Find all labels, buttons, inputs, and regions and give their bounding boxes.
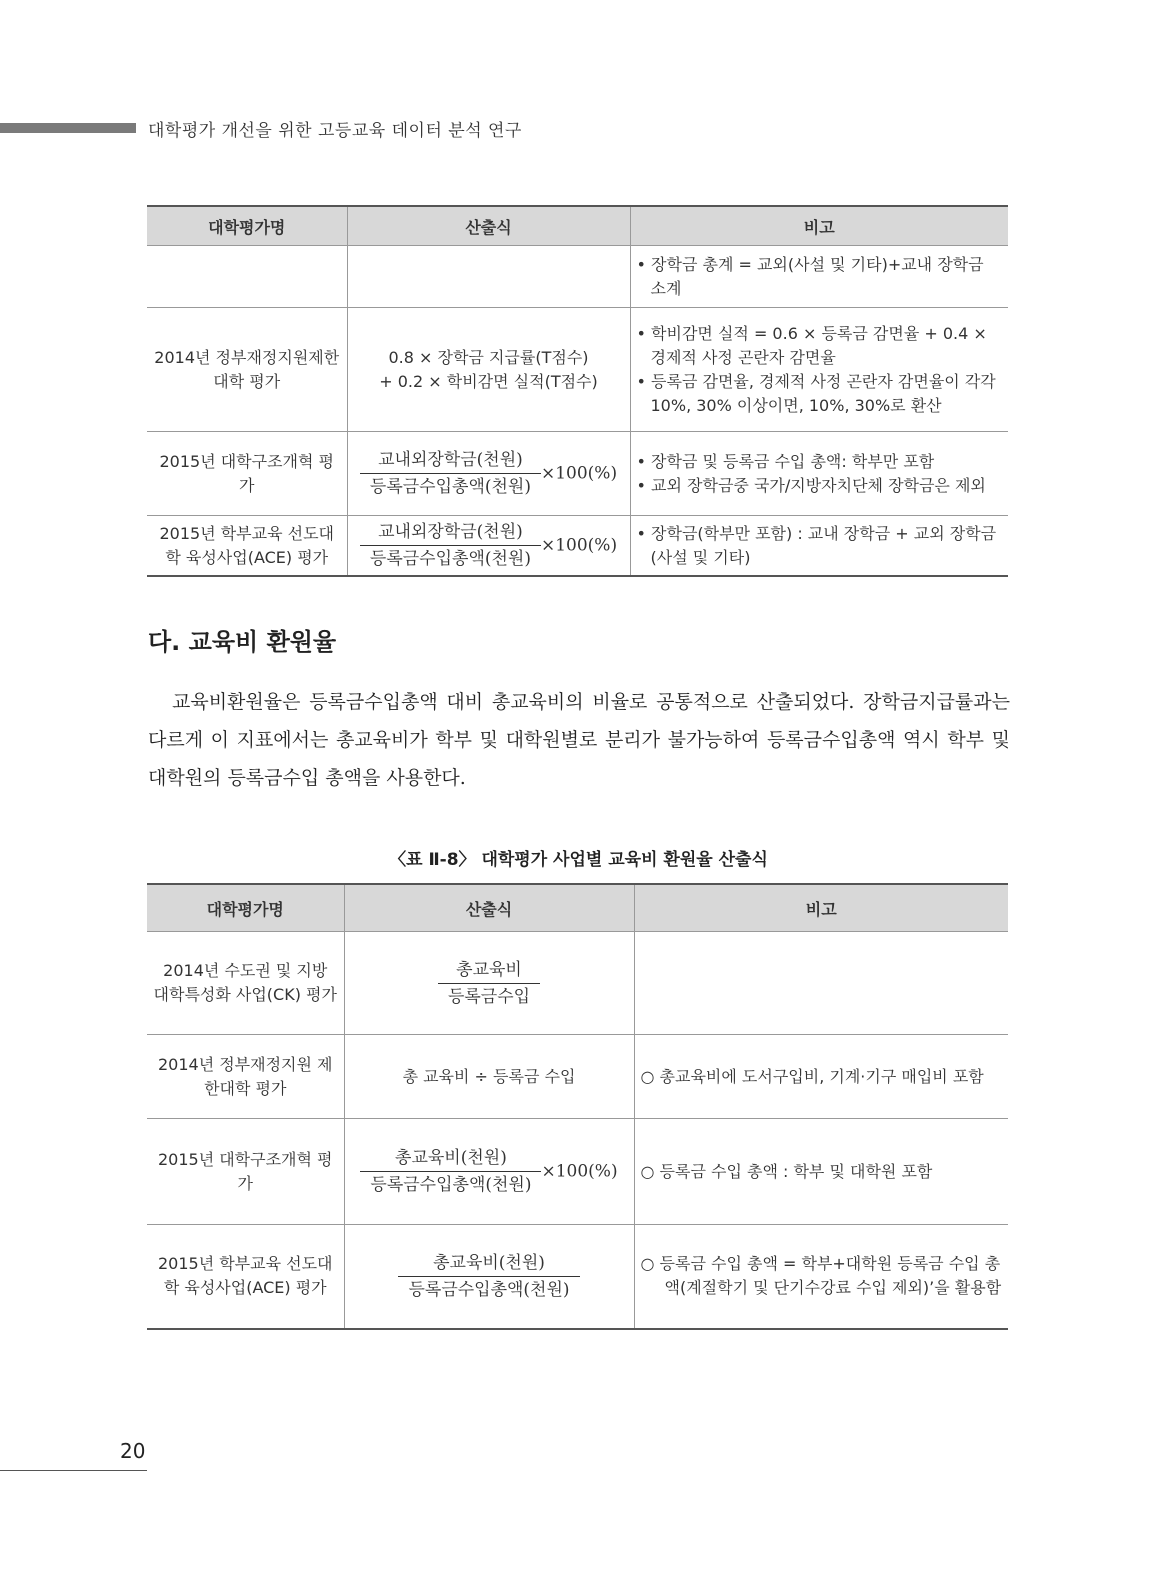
col-header-note: 비고: [634, 884, 1008, 932]
col-header-note: 비고: [630, 206, 1008, 246]
multiplier: ×100(%): [541, 1161, 618, 1182]
fraction-numerator: 교내외장학금(천원): [360, 448, 541, 474]
cell-formula: [344, 932, 634, 1035]
fraction-denominator: 등록금수입총액(천원): [408, 1279, 570, 1300]
cell-note: [634, 1225, 1008, 1329]
note-item: • 학비감면 실적 = 0.6 × 등록금 감면율 + 0.4 × 경제적 사정 곤란자 감면율: [637, 322, 1003, 370]
page-number: 20: [120, 1439, 146, 1463]
fraction-denominator: 등록금수입총액(천원): [370, 1175, 532, 1195]
cell-formula: [347, 308, 630, 432]
col-header-formula: 산출식: [347, 206, 630, 246]
fraction: [360, 448, 541, 499]
fraction: [360, 520, 541, 571]
note-item: • 장학금(학부만 포함) : 교내 장학금 + 교외 장학금 (사설 및 기타): [637, 522, 1003, 570]
table-row: [147, 246, 1008, 308]
cell-formula: [347, 516, 630, 577]
cell-name: 2014년 정부재정지원 제한대학 평가: [147, 1035, 344, 1119]
cell-name: 2015년 학부교육 선도대학 육성사업(ACE) 평가: [147, 1225, 344, 1329]
table-row: [147, 516, 1008, 577]
fraction-numerator: 총교육비(천원): [398, 1251, 579, 1277]
cell-name: 2015년 대학구조개혁 평가: [147, 1119, 344, 1225]
cell-formula: [344, 1225, 634, 1329]
note-item: ○ 등록금 수입 총액 = 학부+대학원 등록금 수입 총액(계절학기 및 단기수강료 수입 제외)’을 활용함: [641, 1252, 1003, 1300]
note-item: • 장학금 및 등록금 수입 총액: 학부만 포함: [637, 450, 1003, 474]
cell-note: [634, 1119, 1008, 1225]
running-header-title: 대학평가 개선을 위한 고등교육 데이터 분석 연구: [148, 121, 522, 141]
cell-note: [634, 932, 1008, 1035]
formula-line: 0.8 × 장학금 지급률(T점수): [388, 347, 589, 367]
header-bar: [0, 123, 136, 133]
cell-note: [630, 246, 1008, 308]
education-cost-formula-table: [147, 883, 1008, 1330]
multiplier: ×100(%): [540, 463, 618, 484]
cell-name: [147, 246, 347, 308]
table-row: [147, 1119, 1008, 1225]
fraction-denominator: 등록금수입총액(천원): [369, 549, 531, 569]
note-item: ○ 등록금 수입 총액 : 학부 및 대학원 포함: [641, 1160, 1003, 1184]
table-header-row: [147, 206, 1008, 246]
section-heading: 다. 교육비 환원율: [148, 628, 337, 656]
fraction-numerator: 총교육비(천원): [360, 1146, 541, 1172]
table-row: [147, 1035, 1008, 1119]
table-row: [147, 932, 1008, 1035]
cell-name: 2014년 수도권 및 지방 대학특성화 사업(CK) 평가: [147, 932, 344, 1035]
cell-name: 2015년 대학구조개혁 평가: [147, 432, 347, 516]
cell-note: [634, 1035, 1008, 1119]
note-item: • 교외 장학금중 국가/지방자치단체 장학금은 제외: [637, 474, 1003, 498]
cell-formula: [347, 432, 630, 516]
cell-name: 2014년 정부재정지원제한 대학 평가: [147, 308, 347, 432]
cell-formula: [344, 1119, 634, 1225]
fraction: [438, 958, 540, 1009]
fraction-denominator: 등록금수입총액(천원): [369, 477, 531, 497]
cell-formula: 총 교육비 ÷ 등록금 수입: [344, 1035, 634, 1119]
footer-rule: [0, 1470, 147, 1471]
cell-name: 2015년 학부교육 선도대학 육성사업(ACE) 평가: [147, 516, 347, 577]
note-item: ○ 총교육비에 도서구입비, 기계·기구 매입비 포함: [641, 1065, 1003, 1089]
table-row: [147, 308, 1008, 432]
col-header-evaluation: 대학평가명: [147, 206, 347, 246]
fraction-numerator: 교내외장학금(천원): [360, 520, 541, 546]
cell-note: [630, 516, 1008, 577]
note-item: • 등록금 감면율, 경제적 사정 곤란자 감면율이 각각 10%, 30% 이상이면, 10%, 30%로 환산: [637, 370, 1003, 418]
fraction-denominator: 등록금수입: [447, 986, 531, 1007]
note-item: • 장학금 총계 = 교외(사설 및 기타)+교내 장학금 소계: [637, 253, 1003, 301]
fraction-numerator: 총교육비: [438, 958, 540, 984]
scholarship-formula-table: [147, 205, 1008, 577]
cell-note: [630, 308, 1008, 432]
cell-note: [630, 432, 1008, 516]
fraction: [360, 1146, 541, 1197]
col-header-evaluation: 대학평가명: [147, 884, 344, 932]
table-caption: 〈표 Ⅱ-8〉 대학평가 사업별 교육비 환원율 산출식: [389, 850, 768, 870]
table-header-row: [147, 884, 1008, 932]
body-paragraph: 교육비환원율은 등록금수입총액 대비 총교육비의 비율로 공통적으로 산출되었다. 장학금지급률과는 다르게 이 지표에서는 총교육비가 학부 및 대학원별로 분리가 불가능하여 등록금수입총액 역시 학부 및 대학원의 등록금수입 총액을 사용한다.: [148, 691, 1010, 789]
table-row: [147, 432, 1008, 516]
formula-line: + 0.2 × 학비감면 실적(T점수): [379, 371, 598, 391]
multiplier: ×100(%): [540, 535, 618, 556]
fraction: [398, 1251, 579, 1302]
col-header-formula: 산출식: [344, 884, 634, 932]
table-row: [147, 1225, 1008, 1329]
cell-formula: [347, 246, 630, 308]
